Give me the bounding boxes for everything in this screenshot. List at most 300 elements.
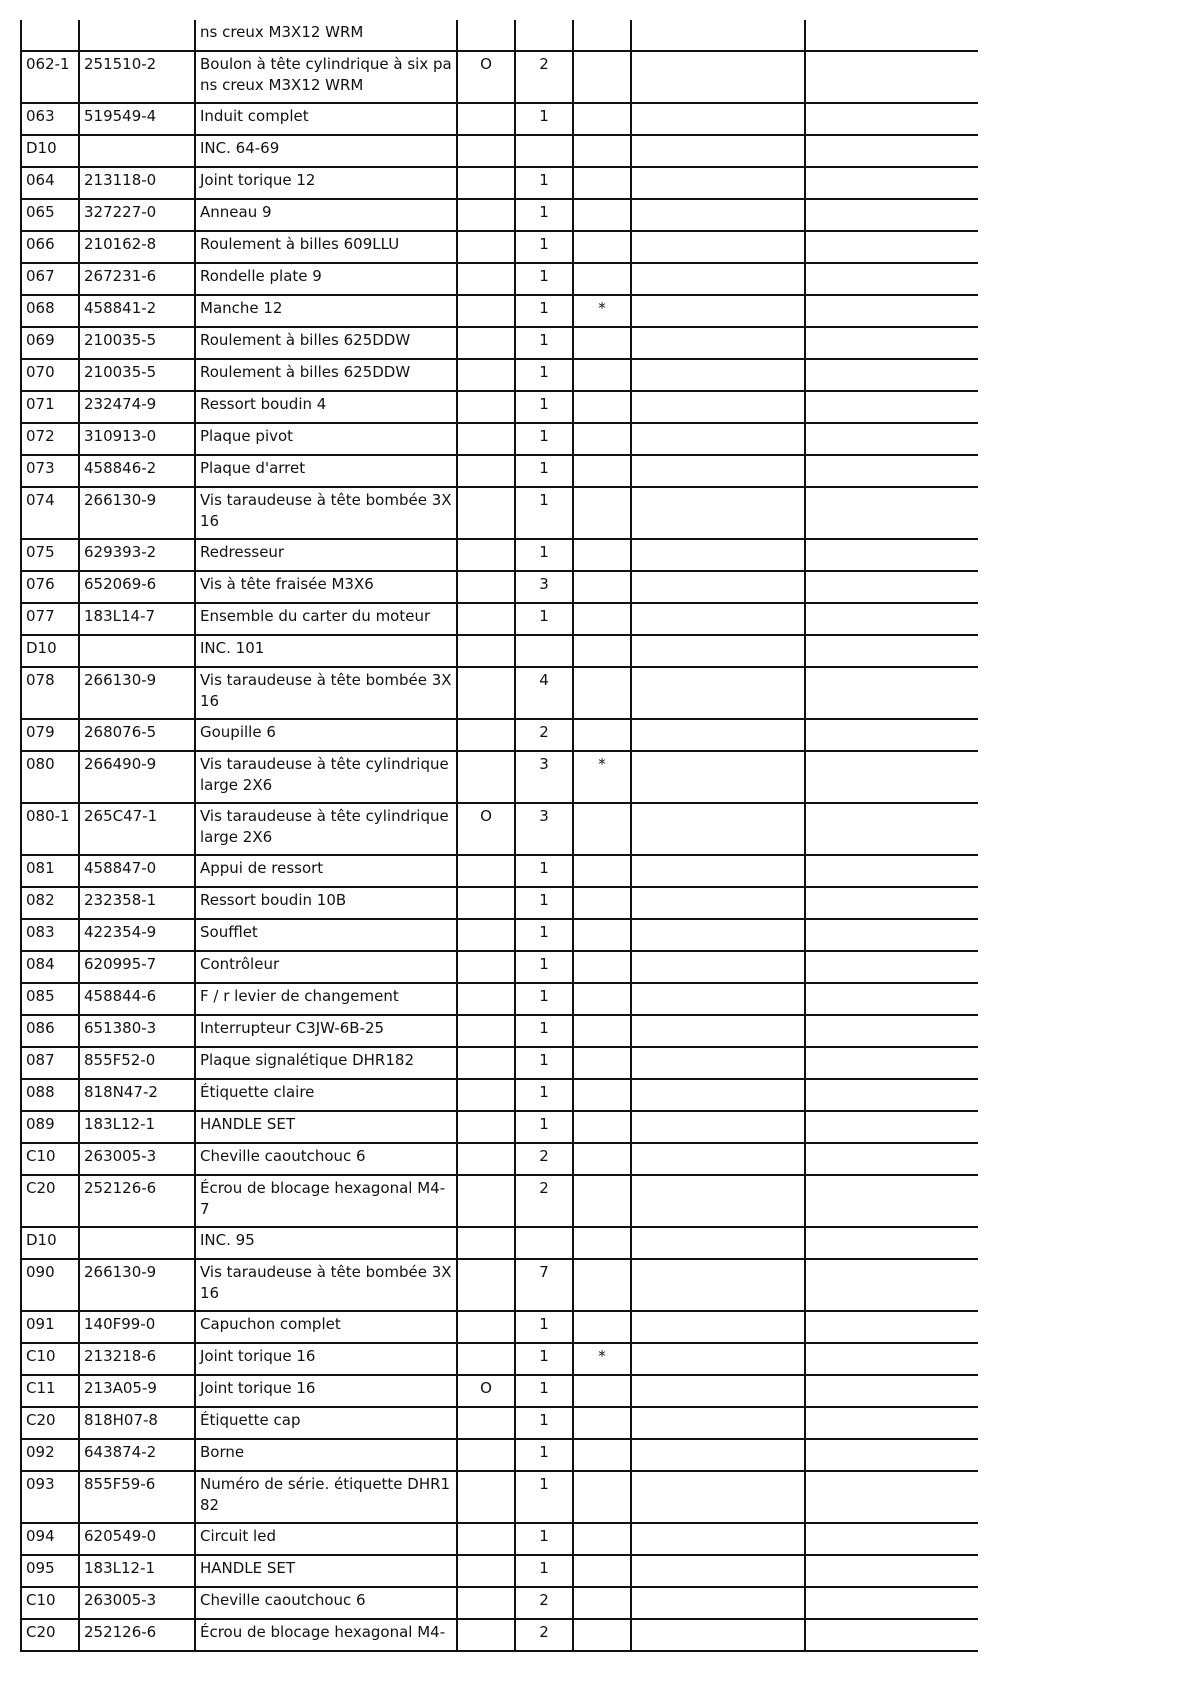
description-cell: Numéro de série. étiquette DHR182 <box>195 1471 457 1523</box>
option-cell <box>457 1311 515 1343</box>
option-cell <box>457 359 515 391</box>
option-cell <box>457 231 515 263</box>
table-row <box>21 1259 978 1311</box>
ref-no-cell: 066 <box>21 231 79 263</box>
table-row <box>21 1079 978 1111</box>
blank-cell-a <box>631 1143 805 1175</box>
blank-cell-b <box>805 1439 978 1471</box>
blank-cell-a <box>631 1047 805 1079</box>
blank-cell-b <box>805 423 978 455</box>
blank-cell-a <box>631 327 805 359</box>
table-row <box>21 263 978 295</box>
part-no-cell: 183L14-7 <box>79 603 195 635</box>
option-cell <box>457 327 515 359</box>
parts-list-page <box>20 20 978 1683</box>
quantity-cell: 1 <box>515 1311 573 1343</box>
blank-cell-a <box>631 751 805 803</box>
quantity-cell: 1 <box>515 327 573 359</box>
part-no-cell: 268076-5 <box>79 719 195 751</box>
table-row <box>21 1471 978 1523</box>
blank-cell-b <box>805 327 978 359</box>
blank-cell-a <box>631 667 805 719</box>
ref-no-cell: 069 <box>21 327 79 359</box>
blank-cell-b <box>805 1343 978 1375</box>
blank-cell-b <box>805 231 978 263</box>
blank-cell-a <box>631 263 805 295</box>
ref-no-cell: C10 <box>21 1343 79 1375</box>
quantity-cell: 1 <box>515 1343 573 1375</box>
description-cell: Étiquette claire <box>195 1079 457 1111</box>
option-cell <box>457 1555 515 1587</box>
table-row <box>21 951 978 983</box>
blank-cell-a <box>631 983 805 1015</box>
ref-no-cell: D10 <box>21 635 79 667</box>
blank-cell-b <box>805 1079 978 1111</box>
part-no-cell: 265C47-1 <box>79 803 195 855</box>
blank-cell-b <box>805 1407 978 1439</box>
part-no-cell: 422354-9 <box>79 919 195 951</box>
blank-cell-a <box>631 1311 805 1343</box>
note-cell <box>573 423 631 455</box>
description-cell: Roulement à billes 625DDW <box>195 359 457 391</box>
quantity-cell: 1 <box>515 1079 573 1111</box>
quantity-cell <box>515 635 573 667</box>
note-cell <box>573 539 631 571</box>
quantity-cell <box>515 20 573 51</box>
table-row <box>21 455 978 487</box>
note-cell <box>573 1375 631 1407</box>
description-cell: Interrupteur C3JW-6B-25 <box>195 1015 457 1047</box>
blank-cell-a <box>631 1555 805 1587</box>
option-cell <box>457 719 515 751</box>
quantity-cell: 1 <box>515 295 573 327</box>
option-cell <box>457 20 515 51</box>
option-cell <box>457 167 515 199</box>
table-row <box>21 571 978 603</box>
option-cell: O <box>457 803 515 855</box>
part-no-cell: 310913-0 <box>79 423 195 455</box>
description-cell: INC. 95 <box>195 1227 457 1259</box>
blank-cell-a <box>631 423 805 455</box>
blank-cell-b <box>805 199 978 231</box>
blank-cell-a <box>631 359 805 391</box>
ref-no-cell: 084 <box>21 951 79 983</box>
part-no-cell <box>79 20 195 51</box>
quantity-cell: 1 <box>515 951 573 983</box>
parts-table <box>20 20 978 1652</box>
ref-no-cell: 090 <box>21 1259 79 1311</box>
note-cell <box>573 359 631 391</box>
quantity-cell: 3 <box>515 571 573 603</box>
description-cell: Vis taraudeuse à tête bombée 3X16 <box>195 667 457 719</box>
option-cell <box>457 1259 515 1311</box>
blank-cell-a <box>631 1015 805 1047</box>
ref-no-cell: 071 <box>21 391 79 423</box>
description-cell: Anneau 9 <box>195 199 457 231</box>
part-no-cell: 183L12-1 <box>79 1555 195 1587</box>
description-cell: Capuchon complet <box>195 1311 457 1343</box>
ref-no-cell: 068 <box>21 295 79 327</box>
quantity-cell: 1 <box>515 359 573 391</box>
part-no-cell: 232358-1 <box>79 887 195 919</box>
description-cell: Induit complet <box>195 103 457 135</box>
ref-no-cell: 087 <box>21 1047 79 1079</box>
note-cell <box>573 887 631 919</box>
quantity-cell: 1 <box>515 167 573 199</box>
quantity-cell: 1 <box>515 855 573 887</box>
blank-cell-b <box>805 571 978 603</box>
part-no-cell: 519549-4 <box>79 103 195 135</box>
blank-cell-a <box>631 455 805 487</box>
quantity-cell: 1 <box>515 455 573 487</box>
ref-no-cell: 074 <box>21 487 79 539</box>
blank-cell-b <box>805 539 978 571</box>
quantity-cell: 1 <box>515 423 573 455</box>
quantity-cell: 1 <box>515 1111 573 1143</box>
option-cell <box>457 391 515 423</box>
part-no-cell: 232474-9 <box>79 391 195 423</box>
ref-no-cell: 091 <box>21 1311 79 1343</box>
ref-no-cell: C10 <box>21 1587 79 1619</box>
note-cell <box>573 983 631 1015</box>
note-cell <box>573 263 631 295</box>
ref-no-cell: 063 <box>21 103 79 135</box>
part-no-cell: 620995-7 <box>79 951 195 983</box>
description-cell: Joint torique 16 <box>195 1375 457 1407</box>
table-row <box>21 103 978 135</box>
note-cell <box>573 135 631 167</box>
blank-cell-a <box>631 1079 805 1111</box>
part-no-cell: 629393-2 <box>79 539 195 571</box>
part-no-cell: 652069-6 <box>79 571 195 603</box>
ref-no-cell: 070 <box>21 359 79 391</box>
note-cell <box>573 1111 631 1143</box>
note-cell: * <box>573 751 631 803</box>
note-cell <box>573 919 631 951</box>
quantity-cell: 1 <box>515 1555 573 1587</box>
table-row <box>21 199 978 231</box>
quantity-cell: 2 <box>515 1619 573 1651</box>
option-cell <box>457 1471 515 1523</box>
option-cell <box>457 667 515 719</box>
blank-cell-b <box>805 919 978 951</box>
ref-no-cell: 065 <box>21 199 79 231</box>
ref-no-cell: 094 <box>21 1523 79 1555</box>
table-row <box>21 423 978 455</box>
blank-cell-b <box>805 983 978 1015</box>
part-no-cell: 183L12-1 <box>79 1111 195 1143</box>
note-cell <box>573 571 631 603</box>
table-row <box>21 51 978 103</box>
option-cell <box>457 887 515 919</box>
table-row <box>21 887 978 919</box>
blank-cell-a <box>631 887 805 919</box>
blank-cell-a <box>631 919 805 951</box>
part-no-cell: 213118-0 <box>79 167 195 199</box>
table-row <box>21 167 978 199</box>
option-cell <box>457 1175 515 1227</box>
note-cell <box>573 855 631 887</box>
option-cell <box>457 1619 515 1651</box>
option-cell <box>457 983 515 1015</box>
quantity-cell: 4 <box>515 667 573 719</box>
note-cell <box>573 1047 631 1079</box>
ref-no-cell: D10 <box>21 1227 79 1259</box>
blank-cell-b <box>805 1471 978 1523</box>
blank-cell-a <box>631 103 805 135</box>
description-cell: Étiquette cap <box>195 1407 457 1439</box>
option-cell: O <box>457 1375 515 1407</box>
table-row <box>21 1375 978 1407</box>
description-cell: Cheville caoutchouc 6 <box>195 1587 457 1619</box>
blank-cell-b <box>805 295 978 327</box>
note-cell <box>573 1555 631 1587</box>
table-row <box>21 1311 978 1343</box>
part-no-cell <box>79 1227 195 1259</box>
quantity-cell: 1 <box>515 539 573 571</box>
ref-no-cell: 072 <box>21 423 79 455</box>
note-cell <box>573 951 631 983</box>
description-cell: Vis taraudeuse à tête cylindrique large 2X6 <box>195 751 457 803</box>
ref-no-cell <box>21 20 79 51</box>
description-cell: Plaque d'arret <box>195 455 457 487</box>
option-cell <box>457 1047 515 1079</box>
ref-no-cell: C11 <box>21 1375 79 1407</box>
option-cell <box>457 751 515 803</box>
part-no-cell: 266130-9 <box>79 487 195 539</box>
quantity-cell: 1 <box>515 199 573 231</box>
note-cell <box>573 1175 631 1227</box>
quantity-cell: 1 <box>515 1015 573 1047</box>
description-cell: Ressort boudin 4 <box>195 391 457 423</box>
option-cell <box>457 423 515 455</box>
blank-cell-a <box>631 199 805 231</box>
blank-cell-b <box>805 103 978 135</box>
quantity-cell: 1 <box>515 1407 573 1439</box>
option-cell <box>457 1227 515 1259</box>
ref-no-cell: C20 <box>21 1407 79 1439</box>
description-cell: INC. 101 <box>195 635 457 667</box>
ref-no-cell: 078 <box>21 667 79 719</box>
description-cell: Vis taraudeuse à tête bombée 3X16 <box>195 487 457 539</box>
blank-cell-a <box>631 1439 805 1471</box>
table-row <box>21 803 978 855</box>
ref-no-cell: D10 <box>21 135 79 167</box>
description-cell: Circuit led <box>195 1523 457 1555</box>
description-cell: HANDLE SET <box>195 1555 457 1587</box>
blank-cell-b <box>805 263 978 295</box>
option-cell <box>457 1439 515 1471</box>
blank-cell-b <box>805 135 978 167</box>
description-cell: ns creux M3X12 WRM <box>195 20 457 51</box>
table-row <box>21 1175 978 1227</box>
part-no-cell <box>79 135 195 167</box>
blank-cell-b <box>805 51 978 103</box>
note-cell <box>573 167 631 199</box>
table-row <box>21 1523 978 1555</box>
table-row <box>21 295 978 327</box>
part-no-cell: 651380-3 <box>79 1015 195 1047</box>
quantity-cell: 1 <box>515 887 573 919</box>
part-no-cell: 252126-6 <box>79 1175 195 1227</box>
part-no-cell: 266490-9 <box>79 751 195 803</box>
quantity-cell: 1 <box>515 263 573 295</box>
ref-no-cell: 062-1 <box>21 51 79 103</box>
blank-cell-a <box>631 719 805 751</box>
blank-cell-a <box>631 1227 805 1259</box>
ref-no-cell: C20 <box>21 1619 79 1651</box>
table-row <box>21 1619 978 1651</box>
quantity-cell: 2 <box>515 1175 573 1227</box>
ref-no-cell: 076 <box>21 571 79 603</box>
blank-cell-a <box>631 1375 805 1407</box>
blank-cell-b <box>805 1015 978 1047</box>
ref-no-cell: 085 <box>21 983 79 1015</box>
blank-cell-a <box>631 20 805 51</box>
quantity-cell: 3 <box>515 751 573 803</box>
blank-cell-b <box>805 1227 978 1259</box>
table-row <box>21 1439 978 1471</box>
part-no-cell: 213A05-9 <box>79 1375 195 1407</box>
blank-cell-b <box>805 1111 978 1143</box>
ref-no-cell: 067 <box>21 263 79 295</box>
description-cell: Écrou de blocage hexagonal M4- <box>195 1619 457 1651</box>
blank-cell-b <box>805 1523 978 1555</box>
note-cell <box>573 719 631 751</box>
part-no-cell: 263005-3 <box>79 1587 195 1619</box>
blank-cell-a <box>631 855 805 887</box>
quantity-cell: 1 <box>515 1375 573 1407</box>
note-cell <box>573 51 631 103</box>
ref-no-cell: 086 <box>21 1015 79 1047</box>
blank-cell-a <box>631 635 805 667</box>
description-cell: Manche 12 <box>195 295 457 327</box>
blank-cell-a <box>631 951 805 983</box>
table-row <box>21 359 978 391</box>
note-cell <box>573 1259 631 1311</box>
table-row <box>21 1143 978 1175</box>
description-cell: Appui de ressort <box>195 855 457 887</box>
quantity-cell: 1 <box>515 603 573 635</box>
blank-cell-a <box>631 1471 805 1523</box>
option-cell <box>457 295 515 327</box>
table-row <box>21 983 978 1015</box>
note-cell: * <box>573 1343 631 1375</box>
part-no-cell: 458841-2 <box>79 295 195 327</box>
table-row <box>21 719 978 751</box>
option-cell <box>457 455 515 487</box>
ref-no-cell: 080-1 <box>21 803 79 855</box>
part-no-cell: 643874-2 <box>79 1439 195 1471</box>
part-no-cell: 251510-2 <box>79 51 195 103</box>
parts-table-body <box>21 20 978 1651</box>
ref-no-cell: 079 <box>21 719 79 751</box>
table-row <box>21 327 978 359</box>
table-row <box>21 231 978 263</box>
quantity-cell: 1 <box>515 919 573 951</box>
part-no-cell: 327227-0 <box>79 199 195 231</box>
description-cell: Ensemble du carter du moteur <box>195 603 457 635</box>
option-cell <box>457 199 515 231</box>
blank-cell-b <box>805 1619 978 1651</box>
table-row <box>21 1227 978 1259</box>
table-row <box>21 1047 978 1079</box>
part-no-cell: 252126-6 <box>79 1619 195 1651</box>
blank-cell-a <box>631 803 805 855</box>
description-cell: Contrôleur <box>195 951 457 983</box>
note-cell <box>573 231 631 263</box>
blank-cell-a <box>631 603 805 635</box>
description-cell: Boulon à tête cylindrique à six pans creux M3X12 WRM <box>195 51 457 103</box>
table-row <box>21 1407 978 1439</box>
quantity-cell: 2 <box>515 1587 573 1619</box>
ref-no-cell: 077 <box>21 603 79 635</box>
part-no-cell: 458847-0 <box>79 855 195 887</box>
quantity-cell: 1 <box>515 391 573 423</box>
quantity-cell: 1 <box>515 1471 573 1523</box>
note-cell <box>573 635 631 667</box>
note-cell <box>573 20 631 51</box>
note-cell <box>573 1227 631 1259</box>
option-cell <box>457 539 515 571</box>
description-cell: Plaque signalétique DHR182 <box>195 1047 457 1079</box>
option-cell <box>457 263 515 295</box>
part-no-cell: 855F52-0 <box>79 1047 195 1079</box>
table-row <box>21 751 978 803</box>
option-cell <box>457 919 515 951</box>
note-cell <box>573 327 631 359</box>
blank-cell-b <box>805 951 978 983</box>
table-row <box>21 635 978 667</box>
blank-cell-b <box>805 20 978 51</box>
note-cell <box>573 1471 631 1523</box>
ref-no-cell: 095 <box>21 1555 79 1587</box>
ref-no-cell: 088 <box>21 1079 79 1111</box>
note-cell <box>573 1407 631 1439</box>
ref-no-cell: 092 <box>21 1439 79 1471</box>
blank-cell-b <box>805 1175 978 1227</box>
table-row <box>21 1015 978 1047</box>
option-cell <box>457 1523 515 1555</box>
quantity-cell: 7 <box>515 1259 573 1311</box>
blank-cell-b <box>805 167 978 199</box>
ref-no-cell: C20 <box>21 1175 79 1227</box>
note-cell <box>573 1619 631 1651</box>
ref-no-cell: 093 <box>21 1471 79 1523</box>
ref-no-cell: 083 <box>21 919 79 951</box>
quantity-cell: 1 <box>515 231 573 263</box>
option-cell <box>457 1407 515 1439</box>
blank-cell-b <box>805 603 978 635</box>
blank-cell-b <box>805 455 978 487</box>
quantity-cell <box>515 135 573 167</box>
blank-cell-a <box>631 1523 805 1555</box>
part-no-cell: 855F59-6 <box>79 1471 195 1523</box>
note-cell <box>573 199 631 231</box>
blank-cell-b <box>805 855 978 887</box>
description-cell: Vis taraudeuse à tête cylindrique large 2X6 <box>195 803 457 855</box>
part-no-cell: 267231-6 <box>79 263 195 295</box>
option-cell <box>457 487 515 539</box>
table-row <box>21 1587 978 1619</box>
blank-cell-b <box>805 1587 978 1619</box>
quantity-cell: 1 <box>515 487 573 539</box>
note-cell <box>573 1015 631 1047</box>
blank-cell-b <box>805 1375 978 1407</box>
part-no-cell: 140F99-0 <box>79 1311 195 1343</box>
table-row <box>21 855 978 887</box>
note-cell <box>573 455 631 487</box>
